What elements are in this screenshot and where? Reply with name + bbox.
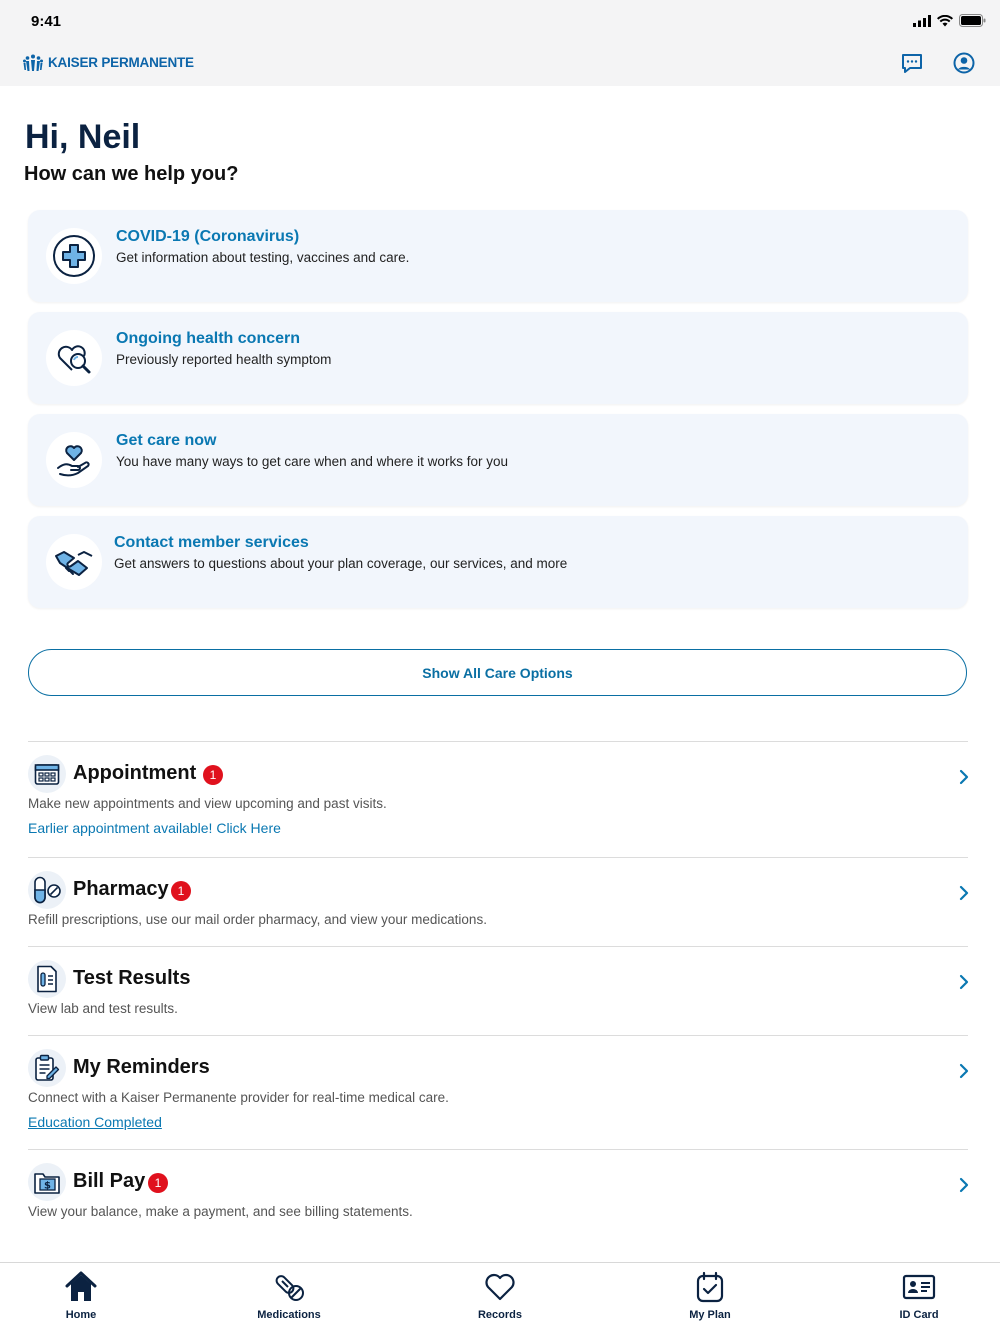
kaiser-logo-icon (23, 54, 43, 71)
card-title: Get care now (116, 432, 217, 449)
section-desc: Connect with a Kaiser Permanente provider for real-time medical care. (28, 1090, 449, 1105)
card-desc: You have many ways to get care when and where it works for you (116, 454, 508, 469)
card-desc: Get information about testing, vaccines and care. (116, 250, 410, 265)
covid-card-icon-wrap (46, 228, 102, 284)
divider (28, 1149, 968, 1150)
calendar-check-icon (693, 1271, 727, 1303)
card-title: COVID-19 (Coronavirus) (116, 228, 300, 245)
chat-icon (901, 53, 923, 74)
appointment-icon-wrap (28, 755, 66, 793)
section-title: My Reminders (73, 1056, 210, 1078)
section-desc: View your balance, make a payment, and see billing statements. (28, 1204, 413, 1219)
tab-medications[interactable] (234, 1271, 344, 1321)
tab-label: ID Card (899, 1309, 939, 1321)
greeting-title: Hi, Neil (25, 118, 141, 156)
svg-text:$: $ (44, 1180, 51, 1192)
chevron-right-icon[interactable] (956, 974, 972, 990)
ongoing-concern-card[interactable] (28, 312, 968, 404)
tab-id-card[interactable] (864, 1271, 974, 1321)
divider (28, 857, 968, 858)
chevron-right-icon[interactable] (956, 769, 972, 785)
divider (28, 741, 968, 742)
profile-button[interactable] (950, 49, 978, 77)
chevron-right-icon[interactable] (956, 1063, 972, 1079)
divider (28, 946, 968, 947)
get-care-now-card[interactable] (28, 414, 968, 506)
status-icons (913, 14, 986, 27)
earlier-appointment-link[interactable]: Earlier appointment available! Click Here (28, 820, 281, 836)
tab-my-plan[interactable] (655, 1271, 765, 1321)
battery-icon (959, 14, 986, 27)
section-title: Appointment (73, 762, 197, 784)
bottom-tab-bar (0, 1262, 1000, 1334)
calendar-icon (34, 762, 60, 786)
tab-records[interactable] (445, 1271, 555, 1321)
section-title: Bill Pay (73, 1170, 146, 1192)
kaiser-logo[interactable] (23, 54, 194, 71)
handshake-icon (52, 540, 96, 584)
section-title: Pharmacy (73, 878, 169, 900)
pill-icon (31, 876, 63, 904)
divider (28, 1035, 968, 1036)
pills-icon (272, 1271, 306, 1303)
status-time: 9:41 (31, 13, 62, 30)
section-desc: Make new appointments and view upcoming and past visits. (28, 796, 387, 811)
section-desc: View lab and test results. (28, 1001, 178, 1016)
card-desc: Previously reported health symptom (116, 352, 332, 367)
member-services-card-icon-wrap (46, 534, 102, 590)
reminders-icon-wrap (28, 1049, 66, 1087)
card-title: Ongoing health concern (116, 330, 301, 347)
section-title: Test Results (73, 967, 191, 989)
pharmacy-icon-wrap (28, 871, 66, 909)
logo-text: KAISER PERMANENTE (48, 55, 194, 70)
top-bar (0, 0, 1000, 86)
heart-icon (483, 1271, 517, 1303)
notification-badge: 1 (148, 1173, 168, 1193)
tab-home[interactable] (26, 1271, 136, 1321)
card-title: Contact member services (114, 534, 309, 551)
id-card-icon (902, 1271, 936, 1303)
tab-label: My Plan (689, 1309, 731, 1321)
hand-heart-icon (52, 438, 96, 482)
medical-cross-icon (52, 234, 96, 278)
test-results-icon-wrap (28, 960, 66, 998)
wifi-icon (937, 15, 953, 27)
tab-label: Records (477, 1309, 523, 1321)
messages-button[interactable] (898, 49, 926, 77)
notification-badge: 1 (203, 765, 223, 785)
profile-icon (953, 52, 975, 74)
home-icon (64, 1271, 98, 1303)
tab-label: Medications (257, 1309, 321, 1321)
chevron-right-icon[interactable] (956, 1177, 972, 1193)
section-desc: Refill prescriptions, use our mail order pharmacy, and view your medications. (28, 912, 487, 927)
tab-label: Home (65, 1309, 97, 1321)
show-all-care-options-button[interactable]: Show All Care Options (28, 649, 967, 696)
ongoing-card-icon-wrap (46, 330, 102, 386)
signal-icon (913, 15, 931, 27)
bill-pay-icon-wrap (28, 1163, 66, 1201)
card-desc: Get answers to questions about your plan coverage, our services, and more (114, 556, 568, 571)
test-tube-document-icon (35, 965, 59, 993)
notification-badge: 1 (171, 881, 191, 901)
get-care-card-icon-wrap (46, 432, 102, 488)
education-completed-link[interactable]: Education Completed (28, 1114, 162, 1130)
covid-card[interactable] (28, 210, 968, 302)
clipboard-pencil-icon (34, 1054, 60, 1082)
dollar-folder-icon (33, 1169, 61, 1195)
greeting-subtitle: How can we help you? (24, 163, 239, 185)
chevron-right-icon[interactable] (956, 885, 972, 901)
heart-magnifier-icon (52, 336, 96, 380)
member-services-card[interactable] (28, 516, 968, 608)
